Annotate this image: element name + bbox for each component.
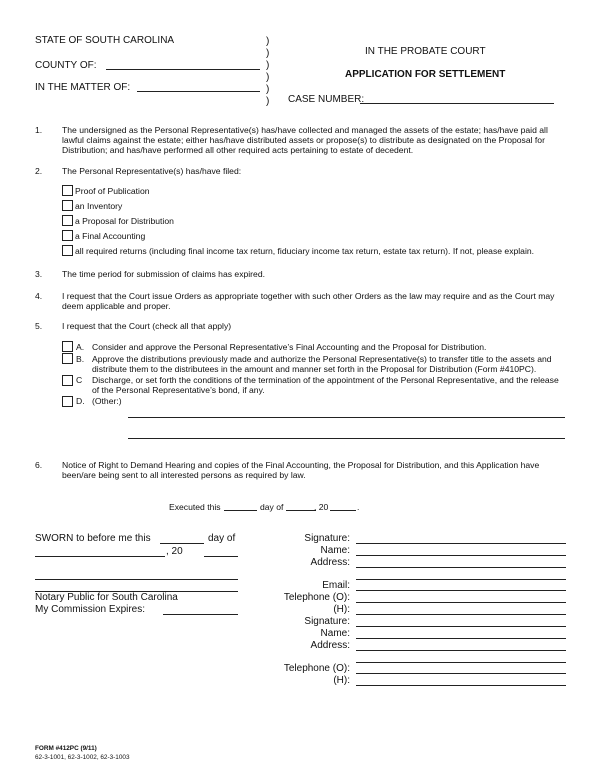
- sworn-month-field[interactable]: [35, 556, 165, 557]
- address-field-2a[interactable]: [356, 650, 566, 651]
- paren-2: ): [266, 48, 270, 59]
- email-field[interactable]: [356, 590, 566, 591]
- option-letter: B.: [76, 354, 85, 364]
- name-field-1[interactable]: [356, 555, 566, 556]
- commission-label: My Commission Expires:: [35, 604, 146, 615]
- paren-5: ): [266, 84, 270, 95]
- checkbox-option-b[interactable]: [62, 353, 73, 364]
- email-label: Email:: [322, 580, 350, 591]
- paren-6: ): [266, 96, 270, 107]
- telephone-h-field-2[interactable]: [356, 685, 566, 686]
- address-field-1b[interactable]: [356, 579, 566, 580]
- item-1-number: 1.: [35, 125, 43, 135]
- address-label-2: Address:: [310, 640, 350, 651]
- paren-1: ): [266, 36, 270, 47]
- signature-label-1: Signature:: [304, 533, 350, 544]
- option-letter: C: [76, 375, 83, 385]
- court-label: IN THE PROBATE COURT: [365, 46, 486, 57]
- option-text: (Other:): [92, 396, 122, 406]
- item-6-number: 6.: [35, 460, 43, 470]
- item-5-text: I request that the Court (check all that apply): [62, 321, 232, 331]
- checkbox-label: a Proposal for Distribution: [75, 216, 174, 226]
- signature-field-1[interactable]: [356, 543, 566, 544]
- notary-signature-line-1[interactable]: [35, 579, 238, 580]
- item-2-number: 2.: [35, 166, 43, 176]
- item-6-text: Notice of Right to Demand Hearing and copies of the Final Accounting, the Proposal for Distribution, and this Application have been/are being sent to all interested persons as required by law.: [62, 460, 540, 480]
- checkbox-label: an Inventory: [75, 201, 123, 211]
- option-text: Approve the distributions previously made and authorize the Personal Representative(s) to transfer title to the assets and distribute them to the distributees in the amount and manner set forth in the Proposal for Distribution (Form #410PC).: [92, 354, 552, 374]
- state-label: STATE OF SOUTH CAROLINA: [35, 35, 175, 46]
- executed-day-field[interactable]: [224, 510, 257, 511]
- checkbox-required-returns[interactable]: [62, 245, 73, 256]
- checkbox-final-accounting[interactable]: [62, 230, 73, 241]
- option-text: Consider and approve the Personal Representative’s Final Accounting and the Proposal for Distribution.: [92, 342, 487, 352]
- telephone-h-field-1[interactable]: [356, 614, 566, 615]
- sworn-day-field[interactable]: [160, 543, 204, 544]
- item-4-text: I request that the Court issue Orders as appropriate together with such other Orders as the law may require and as the Court may deem applicable and proper.: [62, 291, 555, 311]
- executed-month-field[interactable]: [286, 510, 316, 511]
- commission-field[interactable]: [163, 614, 238, 615]
- checkbox-label: a Final Accounting: [75, 231, 146, 241]
- name-label-2: Name:: [320, 628, 350, 639]
- telephone-o-label-1: Telephone (O):: [283, 592, 350, 603]
- telephone-o-label-2: Telephone (O):: [283, 663, 350, 674]
- form-number: FORM #412PC (9/11): [35, 745, 97, 752]
- signature-field-2[interactable]: [356, 626, 566, 627]
- sworn-label: SWORN to before me this: [35, 533, 151, 544]
- signature-label-2: Signature:: [304, 616, 350, 627]
- paren-4: ): [266, 72, 270, 83]
- name-field-2[interactable]: [356, 638, 566, 639]
- checkbox-label: Proof of Publication: [75, 186, 150, 196]
- address-field-1a[interactable]: [356, 567, 566, 568]
- county-label: COUNTY OF:: [35, 60, 97, 71]
- executed-year-field[interactable]: [330, 510, 356, 511]
- executed-year-label: , 20: [314, 502, 329, 512]
- checkbox-proposal[interactable]: [62, 215, 73, 226]
- other-line-1[interactable]: [128, 417, 565, 418]
- item-2-text: The Personal Representative(s) has/have filed:: [62, 166, 242, 176]
- item-1-text: The undersigned as the Personal Representative(s) has/have collected and managed the assets of the estate; has/have paid all lawful claims against the estate; either has/have distributed assets or propose(s) to distribute as designated on the Proposal for Distribution; and has/have performed all other required acts pertaining to estate of decedent.: [62, 125, 548, 155]
- option-letter: A.: [76, 342, 85, 352]
- telephone-h-label-1: (H):: [333, 604, 350, 615]
- telephone-h-label-2: (H):: [333, 675, 350, 686]
- checkbox-option-a[interactable]: [62, 341, 73, 352]
- county-field[interactable]: [106, 69, 260, 70]
- case-number-label: CASE NUMBER:: [288, 94, 365, 105]
- name-label-1: Name:: [320, 545, 350, 556]
- telephone-o-field-1[interactable]: [356, 602, 566, 603]
- option-letter: D.: [76, 396, 85, 406]
- address-label-1: Address:: [310, 557, 350, 568]
- matter-label: IN THE MATTER OF:: [35, 82, 131, 93]
- item-3-number: 3.: [35, 269, 43, 279]
- statute-references: 62-3-1001, 62-3-1002, 62-3-1003: [35, 754, 130, 761]
- sworn-year-label: , 20: [166, 546, 183, 557]
- case-number-field[interactable]: [360, 103, 554, 104]
- executed-label: Executed this: [169, 502, 221, 512]
- paren-3: ): [266, 60, 270, 71]
- sworn-day-of-label: day of: [208, 533, 236, 544]
- address-field-2b[interactable]: [356, 662, 566, 663]
- matter-field[interactable]: [137, 91, 260, 92]
- executed-day-of-label: day of: [260, 502, 284, 512]
- checkbox-inventory[interactable]: [62, 200, 73, 211]
- form-title: APPLICATION FOR SETTLEMENT: [345, 69, 506, 80]
- item-3-text: The time period for submission of claims has expired.: [62, 269, 265, 279]
- item-4-number: 4.: [35, 291, 43, 301]
- checkbox-label: all required returns (including final income tax return, fiduciary income tax return, estate tax return). If not, please explain.: [75, 246, 535, 256]
- option-text: Discharge, or set forth the conditions of the termination of the appointment of the Personal Representative, and the release of the Personal Representative’s bond, if any.: [92, 375, 559, 395]
- checkbox-proof-of-publication[interactable]: [62, 185, 73, 196]
- checkbox-option-d[interactable]: [62, 396, 73, 407]
- sworn-year-field[interactable]: [204, 556, 238, 557]
- other-line-2[interactable]: [128, 438, 565, 439]
- telephone-o-field-2[interactable]: [356, 673, 566, 674]
- item-5-number: 5.: [35, 321, 43, 331]
- notary-label: Notary Public for South Carolina: [35, 592, 178, 603]
- checkbox-option-c[interactable]: [62, 375, 73, 386]
- executed-period: .: [357, 502, 360, 512]
